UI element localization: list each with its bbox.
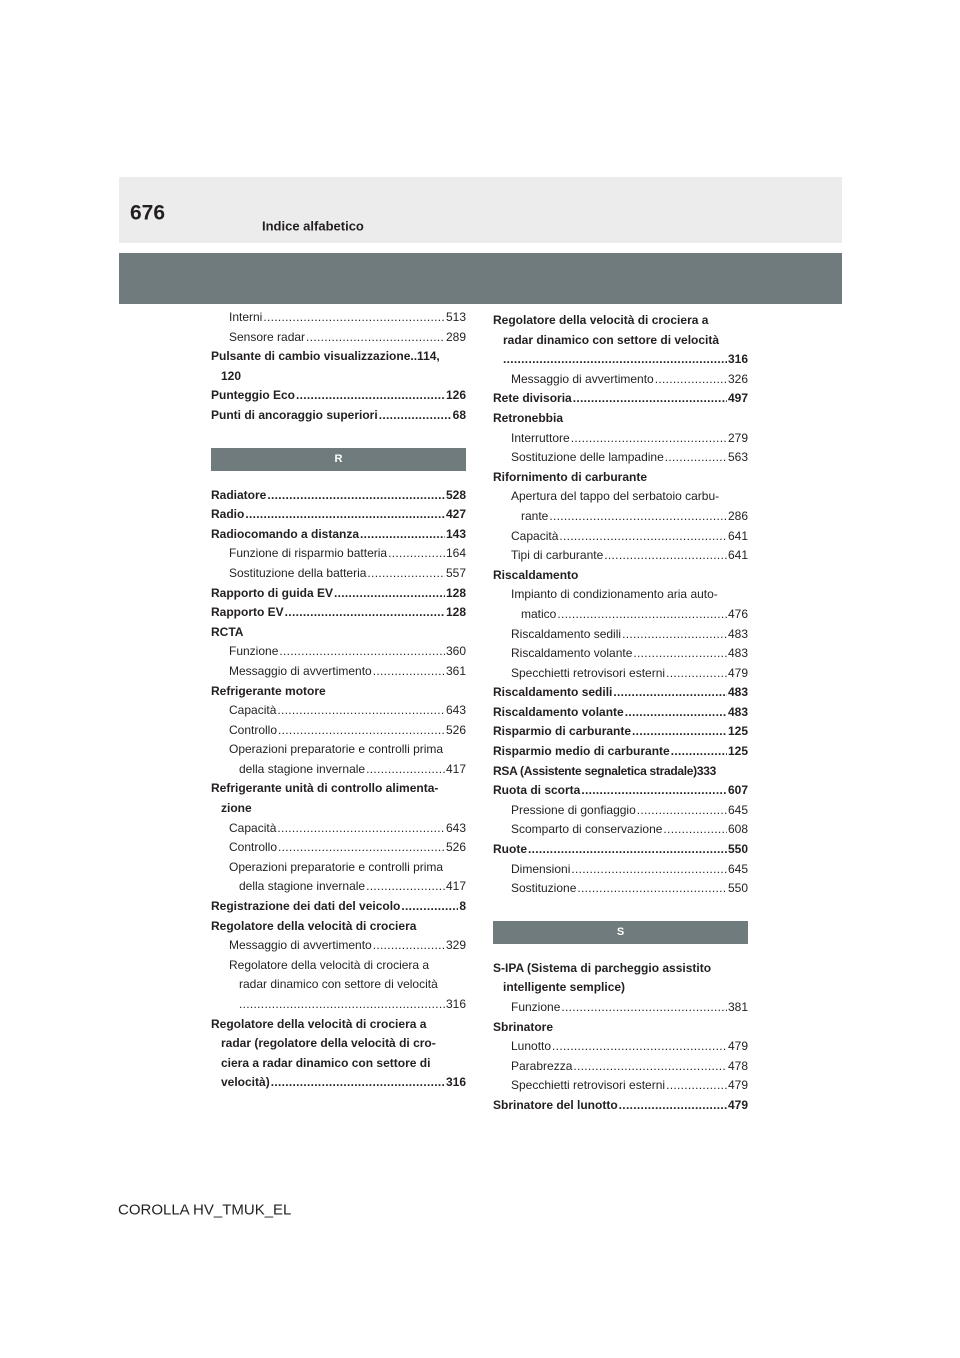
index-heading: Riscaldamento xyxy=(493,567,579,582)
index-heading-continuation: intelligente semplice) xyxy=(503,980,626,995)
index-heading-continuation: radar dinamico con settore di velocità xyxy=(503,332,720,347)
index-entry: Radio ..... 427 xyxy=(211,505,466,525)
index-subentry: Messaggio di avvertimento ..... 329 xyxy=(211,936,466,956)
index-subentry: Sostituzione della batteria ..... 557 xyxy=(211,564,466,584)
letter-divider-r: R xyxy=(211,448,466,471)
index-entry: Riscaldamento volante ..... 483 xyxy=(493,703,748,723)
index-entry: Ruota di scorta ..... 607 xyxy=(493,781,748,801)
index-subentry: Pressione di gonfiaggio ..... 645 xyxy=(493,801,748,821)
index-subentry: Lunotto ..... 479 xyxy=(493,1037,748,1057)
index-heading: Regolatore della velocità di crociera a xyxy=(493,313,709,327)
index-subentry: Apertura del tappo del serbatoio carbu- xyxy=(511,489,720,504)
index-subentry: Sostituzione ..... 550 xyxy=(493,879,748,899)
footer-model-code: COROLLA HV_TMUK_EL xyxy=(118,1201,292,1219)
index-subentry: Riscaldamento sedili ..... 483 xyxy=(493,625,748,645)
index-subentry: Messaggio di avvertimento ..... 326 xyxy=(493,370,748,390)
index-entry: Registrazione dei dati del veicolo ..... 8 xyxy=(211,897,466,917)
index-subentry: Regolatore della velocità di crociera a xyxy=(229,957,430,972)
index-heading: Refrigerante unità di controllo alimenta- xyxy=(211,781,439,796)
index-subentry: Operazioni preparatorie e controlli prima xyxy=(229,859,444,874)
index-entry: Radiatore ..... 528 xyxy=(211,486,466,506)
index-subentry: Parabrezza ..... 478 xyxy=(493,1057,748,1077)
index-subentry-continuation: radar dinamico con settore di velocità xyxy=(239,977,438,992)
index-entry: Risparmio medio di carburante ..... 125 xyxy=(493,742,748,762)
index-heading: Rifornimento di carburante xyxy=(493,469,648,484)
index-heading-continuation: velocità) ..... 316 xyxy=(211,1073,466,1093)
index-heading-continuation: radar (regolatore della velocità di cro- xyxy=(221,1036,436,1051)
index-heading: RCTA xyxy=(211,624,244,639)
section-title: Indice alfabetico xyxy=(262,218,364,234)
index-subentry: Specchietti retrovisori esterni ..... 479 xyxy=(493,1076,748,1096)
index-heading: Regolatore della velocità di crociera xyxy=(211,918,417,933)
index-subentry: Scomparto di conservazione ..... 608 xyxy=(493,820,748,840)
index-subentry: Controllo ..... 526 xyxy=(211,838,466,858)
index-subentry: Capacità ..... 643 xyxy=(211,819,466,839)
index-entry: RSA (Assistente segnaletica stradale)333 xyxy=(493,763,716,778)
index-subentry: Tipi di carburante ..... 641 xyxy=(493,546,748,566)
index-entry: Rapporto EV ..... 128 xyxy=(211,603,466,623)
index-subentry: Dimensioni ..... 645 xyxy=(493,860,748,880)
index-heading-continuation: 120 xyxy=(221,368,242,383)
index-heading: Retronebbia xyxy=(493,410,564,425)
index-entry: Interni ..... 513 xyxy=(211,308,466,328)
index-heading: Pulsante di cambio visualizzazione..114, xyxy=(211,349,440,364)
index-entry: Rete divisoria ..... 497 xyxy=(493,389,748,409)
index-heading: Refrigerante motore xyxy=(211,683,326,698)
index-heading: Sbrinatore xyxy=(493,1019,554,1034)
index-column-left xyxy=(211,308,466,1093)
index-entry: Risparmio di carburante ..... 125 xyxy=(493,722,748,742)
index-heading-continuation: zione xyxy=(221,801,252,816)
index-heading: Regolatore della velocità di crociera a xyxy=(211,1016,427,1031)
index-entry: Sensore radar ..... 289 xyxy=(211,328,466,348)
page-number: 676 xyxy=(130,201,166,225)
index-subentry: Controllo ..... 526 xyxy=(211,721,466,741)
index-subentry: Impianto di condizionamento aria auto- xyxy=(511,587,718,602)
index-subentry-continuation: rante ..... 286 xyxy=(493,507,748,527)
index-entry: Punti di ancoraggio superiori ..... 68 xyxy=(211,406,466,426)
index-subentry: Funzione di risparmio batteria ..... 164 xyxy=(211,544,466,564)
index-entry: Sbrinatore del lunotto ..... 479 xyxy=(493,1096,748,1116)
index-subentry-continuation: ..... 316 xyxy=(211,995,466,1015)
index-subentry: Specchietti retrovisori esterni ..... 479 xyxy=(493,664,748,684)
index-entry: Riscaldamento sedili ..... 483 xyxy=(493,683,748,703)
index-subentry: Sostituzione delle lampadine ..... 563 xyxy=(493,448,748,468)
index-subentry: Funzione ..... 381 xyxy=(493,998,748,1018)
index-entry: Ruote ..... 550 xyxy=(493,840,748,860)
index-entry: Rapporto di guida EV ..... 128 xyxy=(211,584,466,604)
index-subentry: Funzione ..... 360 xyxy=(211,642,466,662)
index-entry: Punteggio Eco ..... 126 xyxy=(211,386,466,406)
index-heading-continuation: ..... 316 xyxy=(493,350,748,370)
header-dark-band xyxy=(119,253,842,304)
header-band xyxy=(119,177,842,243)
letter-divider-s: S xyxy=(493,921,748,944)
index-subentry: Riscaldamento volante ..... 483 xyxy=(493,644,748,664)
index-subentry: Capacità ..... 643 xyxy=(211,701,466,721)
index-subentry: Operazioni preparatorie e controlli prima xyxy=(229,742,444,757)
index-heading-continuation: ciera a radar dinamico con settore di xyxy=(221,1055,431,1070)
index-entry: Radiocomando a distanza ..... 143 xyxy=(211,525,466,545)
index-subentry: Messaggio di avvertimento ..... 361 xyxy=(211,662,466,682)
index-subentry: Interruttore ..... 279 xyxy=(493,429,748,449)
index-subentry: Capacità ..... 641 xyxy=(493,527,748,547)
index-subentry-continuation: della stagione invernale ..... 417 xyxy=(211,760,466,780)
index-heading: S-IPA (Sistema di parcheggio assistito xyxy=(493,960,712,975)
index-subentry-continuation: della stagione invernale ..... 417 xyxy=(211,877,466,897)
index-subentry-continuation: matico ..... 476 xyxy=(493,605,748,625)
index-column-right xyxy=(493,311,748,1116)
